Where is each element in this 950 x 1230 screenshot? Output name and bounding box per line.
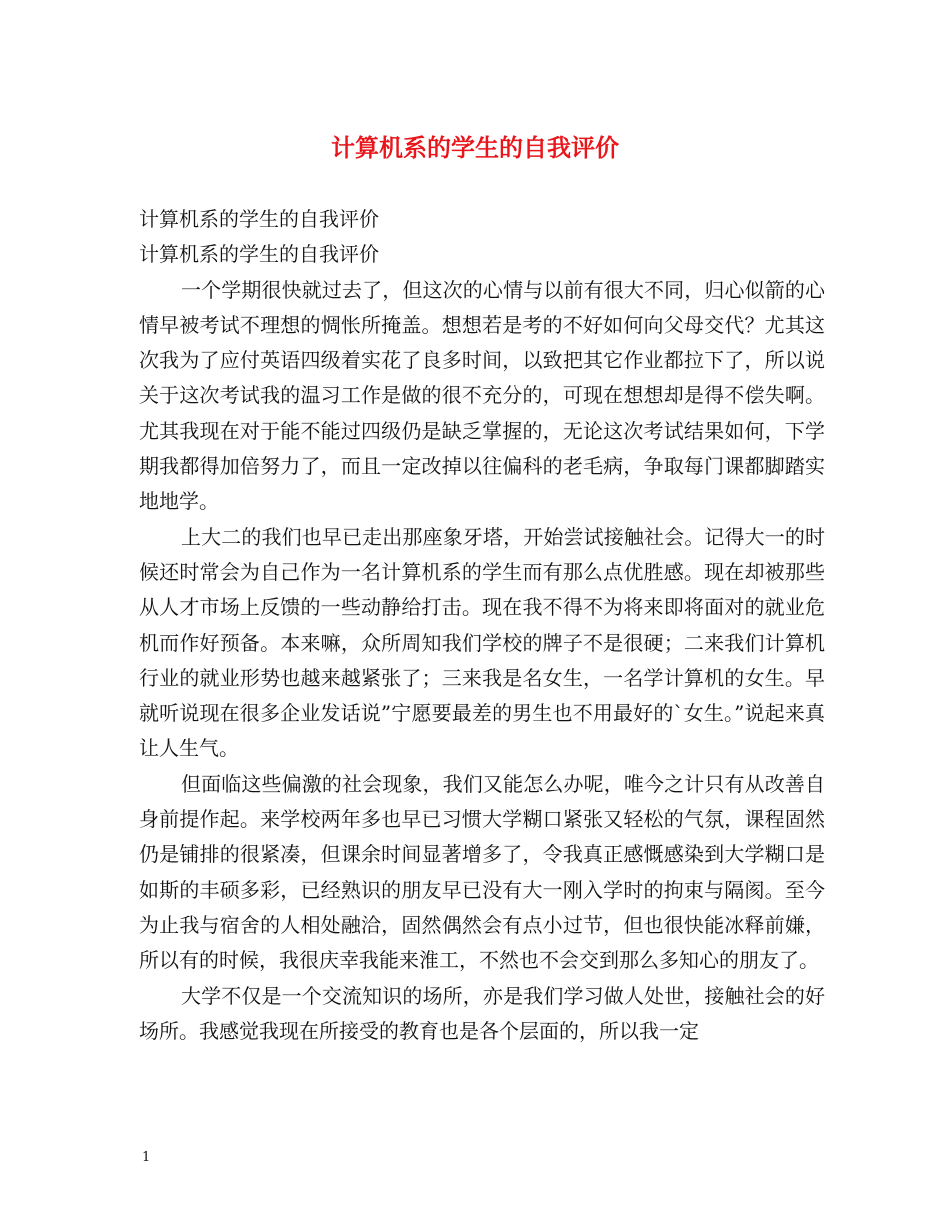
paragraph-4: 大学不仅是一个交流知识的场所，亦是我们学习做人处世，接触社会的好场所。我感觉我现在所接受的教育也是各个层面的，所以我一定 (139, 983, 825, 1043)
page-number: 1 (142, 1150, 151, 1165)
subtitle-line-1: 计算机系的学生的自我评价 (139, 207, 379, 231)
paragraph-2: 上大二的我们也早已走出那座象牙塔，开始尝试接触社会。记得大一的时候还时常会为自己作为一名计算机系的学生而有那么点优胜感。现在却被那些从人才市场上反馈的一些动静给打击。现在我不得不为将来即将面对的就业危机而作好预备。本来嘛，众所周知我们学校的牌子不是很硬；二来我们计算机行业的就业形势也越来越紧张了；三来我是名女生，一名学计算机的女生。早就听说现在很多企业发话说”宁愿要最差的男生也不用最好的`女生。”说起来真让人生气。 (139, 524, 825, 761)
subtitle-line-2: 计算机系的学生的自我评价 (139, 242, 379, 267)
paragraph-3: 但面临这些偏激的社会现象，我们又能怎么办呢，唯今之计只有从改善自身前提作起。来学校两年多也早已习惯大学糊口紧张又轻松的气氛，课程固然仍是铺排的很紧凑，但课余时间显著增多了，令我真正感慨感染到大学糊口是如斯的丰硕多彩，已经熟识的朋友早已没有大一刚入学时的拘束与隔阂。至今为止我与宿舍的人相处融洽，固然偶然会有点小过节，但也很快能冰释前嫌，所以有的时候，我很庆幸我能来淮工，不然也不会交到那么多知心的朋友了。 (139, 771, 825, 973)
document-body (139, 202, 825, 1049)
paragraph-1: 一个学期很快就过去了，但这次的心情与以前有很大不同，归心似箭的心情早被考试不理想的惆怅所掩盖。想想若是考的不好如何向父母交代？尤其这次我为了应付英语四级着实花了良多时间，以致把其它作业都拉下了，所以说关于这次考试我的温习工作是做的很不充分的，可现在想想却是得不偿失啊。尤其我现在对于能不能过四级仍是缺乏掌握的，无论这次考试结果如何，下学期我都得加倍努力了，而且一定改掉以往偏科的老毛病，争取每门课都脚踏实地地学。 (139, 277, 825, 514)
document-title: 计算机系的学生的自我评价 (331, 133, 619, 162)
